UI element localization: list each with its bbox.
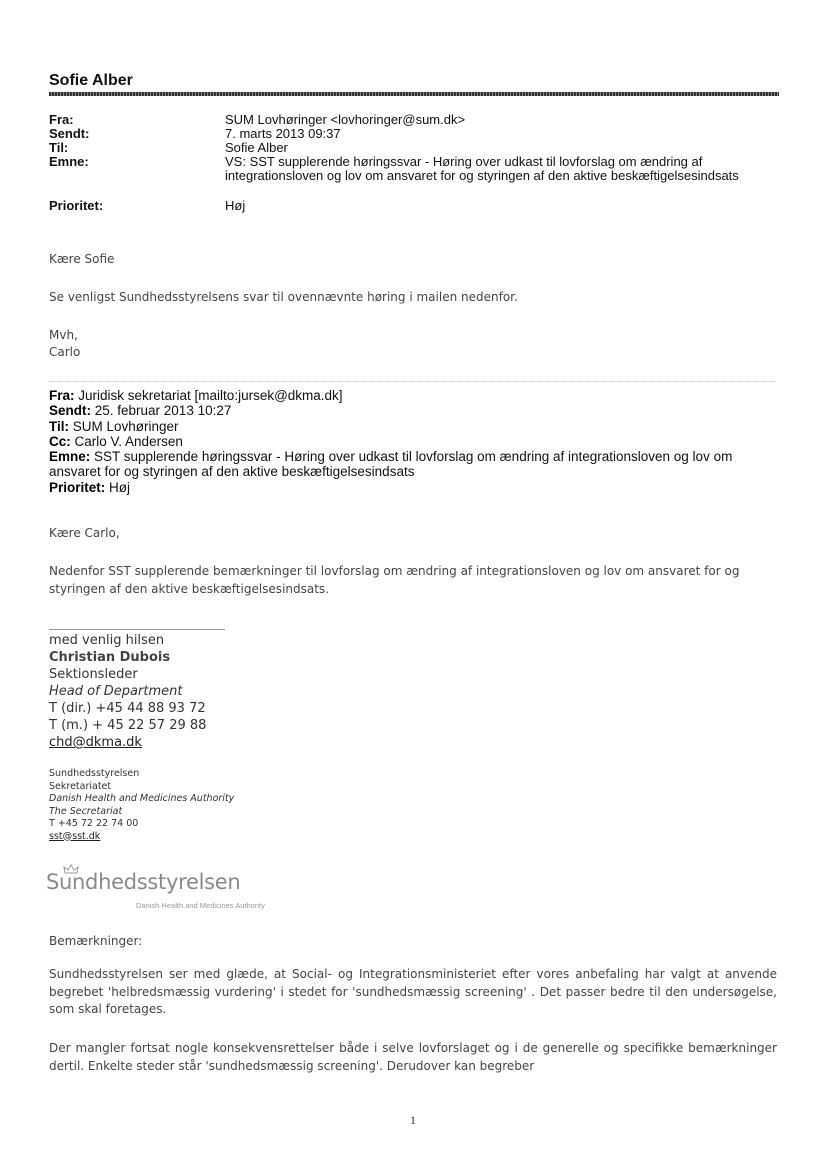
subject-label: Emne:	[49, 154, 89, 169]
page-number: 1	[410, 1113, 416, 1127]
sig-title-da: Sektionsleder	[49, 667, 138, 682]
sig-name: Christian Dubois	[49, 650, 171, 665]
to-row	[49, 141, 789, 155]
org-phone: T +45 72 22 74 00	[49, 818, 139, 829]
org-en: Danish Health and Medicines Authority	[49, 793, 235, 804]
intro-greeting: Kære Sofie	[49, 252, 115, 266]
signature-rule	[49, 629, 225, 630]
org-da: Sundhedsstyrelsen	[49, 768, 140, 779]
from-label: Fra:	[49, 112, 74, 127]
priority-value: Høj	[225, 198, 246, 213]
subject-row	[49, 155, 789, 183]
forwarded-header	[49, 388, 779, 495]
signature	[49, 632, 206, 751]
fwd-priority: Prioritet: Høj	[49, 479, 131, 495]
remarks-para-2: Der mangler fortsat nogle konsekvensrettelser både i selve lovforslaget og i de generelle og specifikke bemærkninger dertil. Enkelte steder står 'sundhedsmæssig screening'. Derudover kan begreber	[49, 1041, 777, 1073]
from-row	[49, 113, 789, 127]
dept-da: Sekretariatet	[49, 780, 112, 792]
email-header	[49, 113, 789, 213]
forward-separator	[49, 381, 776, 382]
sig-email-link[interactable]: chd@dkma.dk	[49, 735, 142, 750]
fwd-cc: Cc: Carlo V. Andersen	[49, 433, 183, 449]
to-label: Til:	[49, 140, 69, 155]
sent-value: 7. marts 2013 09:37	[225, 126, 341, 141]
message-text: Nedenfor SST supplerende bemærkninger til lovforslag om ændring af integrationsloven og lov om ansvaret for og styringen af den aktive beskæftigelsesindsats.	[49, 564, 740, 596]
sig-phone-dir: T (dir.) +45 44 88 93 72	[49, 701, 206, 716]
to-value: Sofie Alber	[225, 140, 288, 155]
subject-line-2: integrationsloven og lov om ansvaret for og styringen af den aktive beskæftigelsesindsats	[225, 168, 739, 183]
subject-line-1: VS: SST supplerende høringssvar - Høring over udkast til lovforslag om ændring af	[225, 154, 703, 169]
logo	[46, 864, 346, 914]
intro-closing-1: Mvh,	[49, 328, 78, 342]
remarks-para-1: Sundhedsstyrelsen ser med glæde, at Social- og Integrationsministeriet efter vores anbefaling har valgt at anvende begrebet 'helbredsmæssig vurdering' i stedet for 'sundhedsmæssig screening' . Det passer bedre til den undersøgelse, som skal foretages.	[49, 967, 777, 1016]
from-value: SUM Lovhøringer <lovhoringer@sum.dk>	[225, 112, 466, 127]
dept-en: The Secretariat	[49, 805, 123, 817]
message-greeting: Kære Carlo,	[49, 526, 120, 540]
sent-label: Sendt:	[49, 126, 90, 141]
fwd-from: Fra: Juridisk sekretariat [mailto:jursek@dkma.dk]	[49, 388, 343, 403]
org-email-link[interactable]: sst@sst.dk	[49, 830, 101, 842]
sig-title-en: Head of Department	[49, 684, 183, 699]
logo-sub-text: Danish Health and Medicines Authority	[136, 901, 265, 910]
subject-value	[225, 155, 789, 183]
sent-row	[49, 127, 789, 141]
intro-line: Se venligst Sundhedsstyrelsens svar til ovennævnte høring i mailen nedenfor.	[49, 290, 518, 304]
sig-phone-mobile: T (m.) + 45 22 57 29 88	[49, 718, 207, 733]
intro-closing-2: Carlo	[49, 345, 81, 359]
header-rule	[49, 92, 779, 96]
fwd-sent: Sendt: 25. februar 2013 10:27	[49, 403, 232, 419]
sig-regards: med venlig hilsen	[49, 633, 165, 648]
org-block	[49, 768, 234, 843]
priority-label: Prioritet:	[49, 198, 104, 213]
sender-name: Sofie Alber	[49, 72, 133, 89]
logo-main-text: Sundhedsstyrelsen	[46, 870, 241, 894]
fwd-subject: Emne: SST supplerende høringssvar - Høring over udkast til lovforslag om ændring af integrationsloven og lov om ansvaret for og styringen af den aktive beskæftigelsesindsats	[49, 449, 733, 480]
remarks-heading: Bemærkninger:	[49, 934, 143, 948]
priority-row	[49, 199, 789, 213]
fwd-to: Til: SUM Lovhøringer	[49, 418, 179, 434]
